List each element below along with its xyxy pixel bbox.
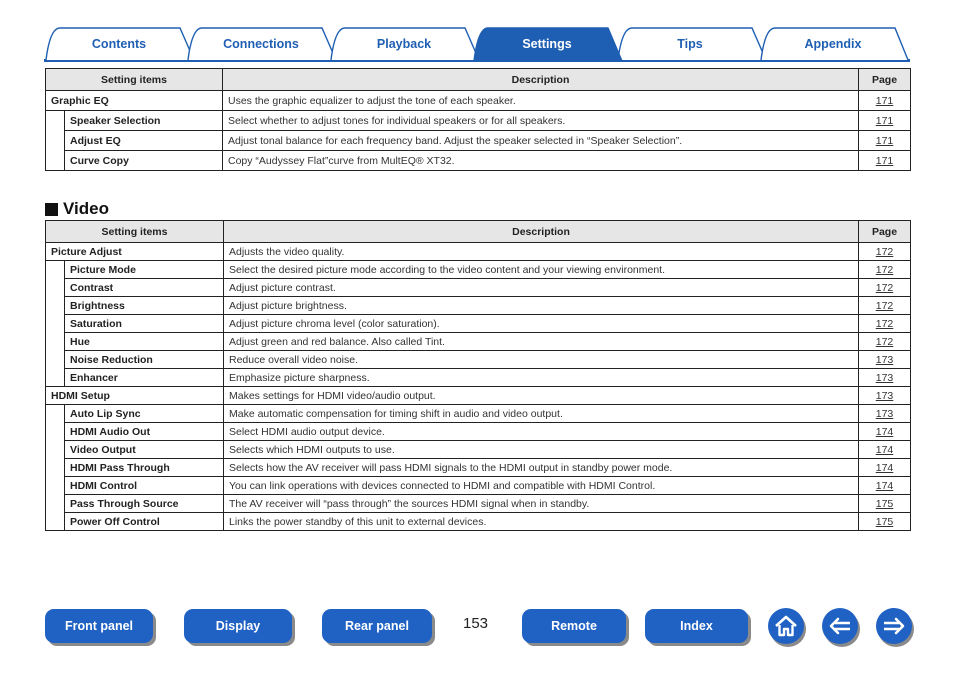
setting-subitem-name: Enhancer xyxy=(65,369,224,387)
section-heading-video xyxy=(45,199,109,219)
setting-item-name: HDMI Setup xyxy=(46,387,224,405)
table-row xyxy=(46,91,911,111)
header-description: Description xyxy=(223,69,859,91)
page-ref-cell xyxy=(859,423,911,441)
page-ref-cell xyxy=(859,333,911,351)
setting-subitem-name: Power Off Control xyxy=(65,513,224,531)
setting-description: Adjust picture chroma level (color saturation). xyxy=(224,315,859,333)
table-row xyxy=(46,261,911,279)
page-link[interactable]: 173 xyxy=(875,407,894,420)
setting-description: Links the power standby of this unit to external devices. xyxy=(224,513,859,531)
setting-subitem-name: Pass Through Source xyxy=(65,495,224,513)
table-row xyxy=(46,477,911,495)
setting-subitem-name: Brightness xyxy=(65,297,224,315)
indent-cell xyxy=(46,459,65,477)
indent-cell xyxy=(46,131,65,151)
setting-description: The AV receiver will “pass through” the sources HDMI signal when in standby. xyxy=(224,495,859,513)
table-row xyxy=(46,131,911,151)
table-row xyxy=(46,243,911,261)
setting-item-name: Graphic EQ xyxy=(46,91,223,111)
table-row xyxy=(46,297,911,315)
page-link[interactable]: 175 xyxy=(875,515,894,528)
indent-cell xyxy=(46,315,65,333)
page-link[interactable]: 175 xyxy=(875,497,894,510)
setting-description: Select the desired picture mode according to the video content and your viewing environment. xyxy=(224,261,859,279)
table-row xyxy=(46,423,911,441)
table-header-row xyxy=(46,221,911,243)
setting-description: Select HDMI audio output device. xyxy=(224,423,859,441)
page-link[interactable]: 174 xyxy=(875,443,894,456)
setting-description: Emphasize picture sharpness. xyxy=(224,369,859,387)
page-ref-cell xyxy=(859,243,911,261)
page-ref-cell xyxy=(859,441,911,459)
setting-subitem-name: Picture Mode xyxy=(65,261,224,279)
page-link[interactable]: 171 xyxy=(875,154,894,167)
video-table xyxy=(45,220,911,531)
table-row xyxy=(46,279,911,297)
setting-subitem-name: Speaker Selection xyxy=(65,111,223,131)
page-ref-cell xyxy=(859,513,911,531)
setting-description: Adjust tonal balance for each frequency band. Adjust the speaker selected in “Speaker Selection”. xyxy=(223,131,859,151)
table-row xyxy=(46,351,911,369)
page-link[interactable]: 171 xyxy=(875,94,894,107)
tab-connections[interactable]: Connections xyxy=(223,37,299,51)
table-row xyxy=(46,405,911,423)
indent-cell xyxy=(46,261,65,279)
indent-cell xyxy=(46,369,65,387)
page-ref-cell xyxy=(859,111,911,131)
graphic-eq-table xyxy=(45,68,911,171)
table-header-row xyxy=(46,69,911,91)
page-ref-cell xyxy=(859,405,911,423)
setting-description: Select whether to adjust tones for individual speakers or for all speakers. xyxy=(223,111,859,131)
page-link[interactable]: 172 xyxy=(875,299,894,312)
setting-item-name: Picture Adjust xyxy=(46,243,224,261)
arrow-left-icon xyxy=(827,613,853,639)
page-link[interactable]: 174 xyxy=(875,425,894,438)
setting-description: Selects how the AV receiver will pass HDMI signals to the HDMI output in standby power mode. xyxy=(224,459,859,477)
setting-subitem-name: HDMI Audio Out xyxy=(65,423,224,441)
page-ref-cell xyxy=(859,279,911,297)
setting-description: Selects which HDMI outputs to use. xyxy=(224,441,859,459)
table-row xyxy=(46,369,911,387)
setting-subitem-name: Auto Lip Sync xyxy=(65,405,224,423)
page-ref-cell xyxy=(859,261,911,279)
square-bullet-icon xyxy=(45,203,58,216)
page-ref-cell xyxy=(859,315,911,333)
indent-cell xyxy=(46,111,65,131)
setting-subitem-name: HDMI Control xyxy=(65,477,224,495)
setting-subitem-name: Curve Copy xyxy=(65,151,223,171)
indent-cell xyxy=(46,513,65,531)
back-button[interactable] xyxy=(822,608,858,644)
rear-panel-button[interactable]: Rear panel xyxy=(322,609,432,643)
indent-cell xyxy=(46,477,65,495)
section-title: Video xyxy=(63,199,109,218)
page-link[interactable]: 173 xyxy=(875,371,894,384)
setting-description: Copy “Audyssey Flat”curve from MultEQ® XT32. xyxy=(223,151,859,171)
indent-cell xyxy=(46,333,65,351)
indent-cell xyxy=(46,423,65,441)
page-link[interactable]: 172 xyxy=(875,317,894,330)
setting-description: Adjusts the video quality. xyxy=(224,243,859,261)
page-ref-cell xyxy=(859,351,911,369)
tab-tips[interactable]: Tips xyxy=(677,37,703,51)
page-ref-cell xyxy=(859,297,911,315)
page-ref-cell xyxy=(859,477,911,495)
table-row xyxy=(46,315,911,333)
setting-description: Make automatic compensation for timing shift in audio and video output. xyxy=(224,405,859,423)
page-ref-cell xyxy=(859,131,911,151)
page-link[interactable]: 171 xyxy=(875,114,894,127)
remote-button[interactable]: Remote xyxy=(522,609,626,643)
arrow-right-icon xyxy=(881,613,907,639)
page-link[interactable]: 174 xyxy=(875,461,894,474)
page-link[interactable]: 173 xyxy=(875,389,894,402)
front-panel-button[interactable]: Front panel xyxy=(45,609,153,643)
page-ref-cell xyxy=(859,387,911,405)
page-ref-cell xyxy=(859,495,911,513)
page-ref-cell xyxy=(859,459,911,477)
index-button[interactable]: Index xyxy=(645,609,748,643)
indent-cell xyxy=(46,297,65,315)
table-row xyxy=(46,441,911,459)
indent-cell xyxy=(46,441,65,459)
tab-bar xyxy=(44,26,910,62)
setting-subitem-name: Hue xyxy=(65,333,224,351)
tab-playback[interactable]: Playback xyxy=(376,37,432,51)
page-link[interactable]: 172 xyxy=(875,335,894,348)
table-row xyxy=(46,495,911,513)
table-row xyxy=(46,151,911,171)
table-row xyxy=(46,459,911,477)
tab-appendix[interactable]: Appendix xyxy=(804,37,862,51)
page-link[interactable]: 173 xyxy=(875,353,894,366)
page-link[interactable]: 171 xyxy=(875,134,894,147)
indent-cell xyxy=(46,405,65,423)
page-ref-cell xyxy=(859,91,911,111)
table-row xyxy=(46,111,911,131)
page-link[interactable]: 174 xyxy=(875,479,894,492)
table-row xyxy=(46,513,911,531)
setting-subitem-name: Saturation xyxy=(65,315,224,333)
setting-description: You can link operations with devices connected to HDMI and compatible with HDMI Control. xyxy=(224,477,859,495)
page-link[interactable]: 172 xyxy=(875,263,894,276)
indent-cell xyxy=(46,351,65,369)
page-ref-cell xyxy=(859,369,911,387)
indent-cell xyxy=(46,279,65,297)
tab-settings[interactable]: Settings xyxy=(522,37,572,51)
setting-subitem-name: Contrast xyxy=(65,279,224,297)
page-link[interactable]: 172 xyxy=(875,245,894,258)
forward-button[interactable] xyxy=(876,608,912,644)
indent-cell xyxy=(46,495,65,513)
header-page: Page xyxy=(859,69,911,91)
setting-subitem-name: Noise Reduction xyxy=(65,351,224,369)
page-number: 153 xyxy=(463,615,489,632)
setting-description: Makes settings for HDMI video/audio output. xyxy=(224,387,859,405)
setting-subitem-name: Adjust EQ xyxy=(65,131,223,151)
setting-description: Adjust picture brightness. xyxy=(224,297,859,315)
setting-subitem-name: Video Output xyxy=(65,441,224,459)
indent-cell xyxy=(46,151,65,171)
home-button[interactable] xyxy=(768,608,804,644)
header-description: Description xyxy=(224,221,859,243)
page-link[interactable]: 172 xyxy=(875,281,894,294)
table-row xyxy=(46,333,911,351)
home-icon xyxy=(773,613,799,639)
setting-description: Adjust green and red balance. Also called Tint. xyxy=(224,333,859,351)
page-ref-cell xyxy=(859,151,911,171)
header-setting-items: Setting items xyxy=(46,69,223,91)
setting-subitem-name: HDMI Pass Through xyxy=(65,459,224,477)
setting-description: Adjust picture contrast. xyxy=(224,279,859,297)
display-button[interactable]: Display xyxy=(184,609,292,643)
tab-contents[interactable]: Contents xyxy=(91,37,147,51)
header-setting-items: Setting items xyxy=(46,221,224,243)
table-row xyxy=(46,387,911,405)
setting-description: Reduce overall video noise. xyxy=(224,351,859,369)
setting-description: Uses the graphic equalizer to adjust the tone of each speaker. xyxy=(223,91,859,111)
header-page: Page xyxy=(859,221,911,243)
